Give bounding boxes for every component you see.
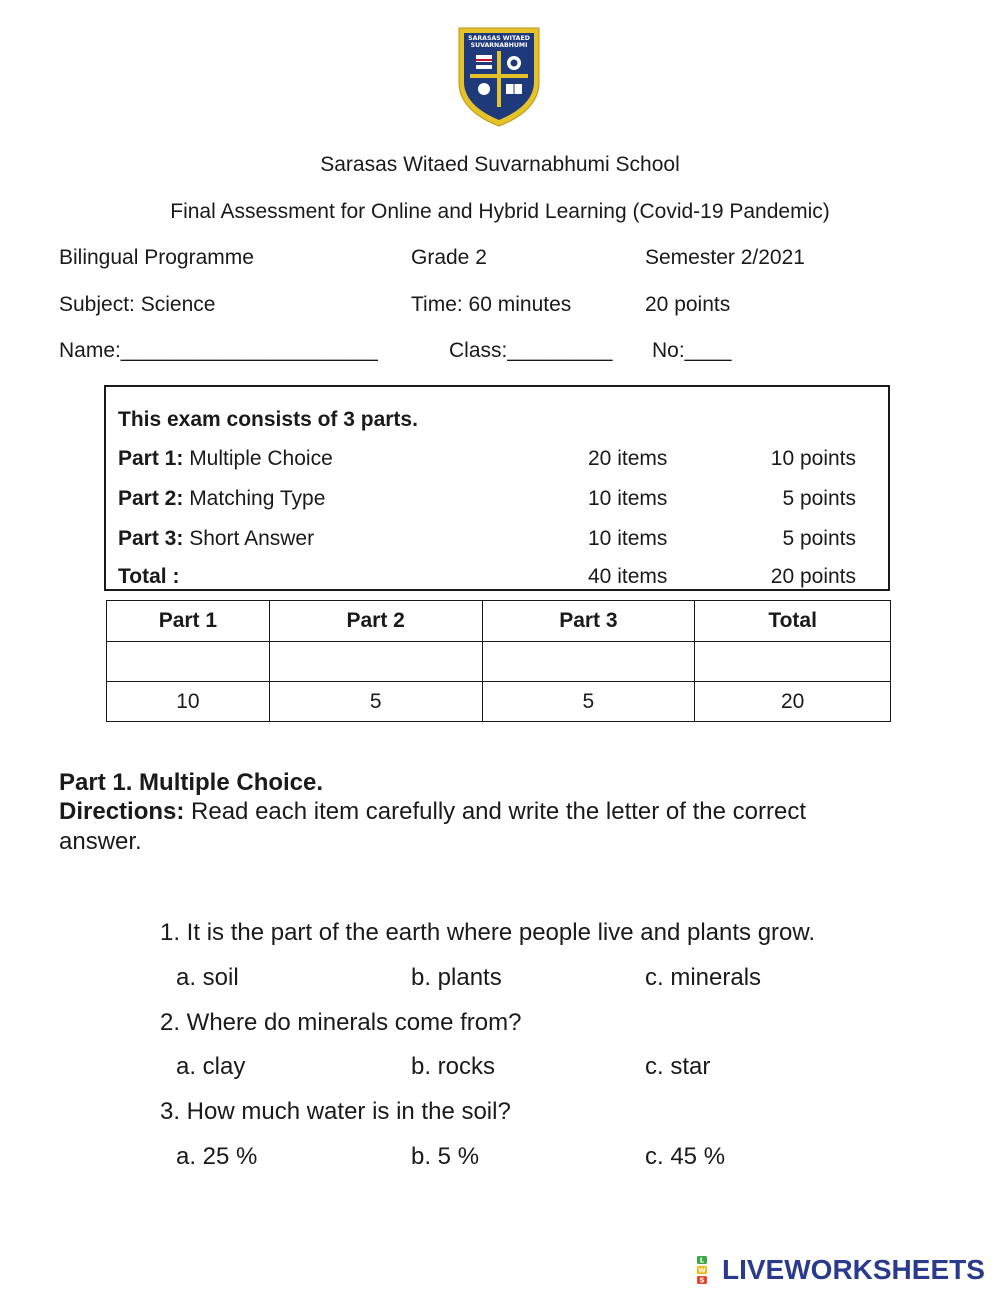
liveworksheets-logo-icon: [697, 1256, 719, 1284]
school-name: Sarasas Witaed Suvarnabhumi School: [320, 153, 680, 176]
exam-info-heading: This exam consists of 3 parts.: [118, 408, 418, 431]
programme-label: Bilingual Programme: [59, 246, 254, 269]
answer-option-a[interactable]: a. clay: [176, 1053, 246, 1080]
school-crest-logo: [456, 25, 542, 129]
number-field[interactable]: No:____: [652, 339, 732, 362]
header-cell: Part 3: [482, 601, 695, 642]
part-label: Part 2:: [118, 487, 184, 510]
question-text: 2. Where do minerals come from?: [160, 1009, 522, 1036]
svg-text:L: L: [699, 1256, 705, 1265]
score-cell[interactable]: [695, 642, 891, 682]
assessment-title: Final Assessment for Online and Hybrid Learning (Covid-19 Pandemic): [170, 200, 830, 223]
exam-info-total-row: [118, 565, 878, 591]
svg-text:SUVARNABHUMI: SUVARNABHUMI: [470, 42, 528, 49]
part-type: Multiple Choice: [183, 447, 333, 470]
directions-label: Directions:: [59, 798, 185, 825]
item-count: 20 items: [588, 447, 668, 470]
points-label: 20 points: [645, 293, 731, 316]
time-label: Time: 60 minutes: [411, 293, 572, 316]
max-score-cell: 5: [482, 682, 695, 722]
grade-label: Grade 2: [411, 246, 487, 269]
answer-option-b[interactable]: b. plants: [411, 964, 502, 991]
total-item-count: 40 items: [588, 565, 668, 588]
point-count: 5 points: [782, 527, 856, 550]
total-label: Total :: [118, 565, 180, 588]
answer-option-c[interactable]: c. 45 %: [645, 1143, 726, 1170]
liveworksheets-watermark: [697, 1254, 985, 1286]
max-score-row: [107, 682, 891, 722]
directions-text: Read each item carefully and write the letter of the correct: [184, 798, 806, 825]
subject-label: Subject: Science: [59, 293, 216, 316]
svg-text:SARASAS WITAED: SARASAS WITAED: [468, 35, 530, 42]
score-table-header-row: [107, 601, 891, 642]
point-count: 5 points: [782, 487, 856, 510]
item-count: 10 items: [588, 527, 668, 550]
exam-info-row: [118, 487, 878, 513]
answer-option-b[interactable]: b. rocks: [411, 1053, 496, 1080]
header-cell: Total: [695, 601, 891, 642]
header-cell: Part 2: [269, 601, 482, 642]
answer-option-b[interactable]: b. 5 %: [411, 1143, 480, 1170]
exam-info-row: [118, 447, 878, 473]
score-cell[interactable]: [269, 642, 482, 682]
max-score-cell: 20: [695, 682, 891, 722]
item-count: 10 items: [588, 487, 668, 510]
score-table: [106, 600, 891, 722]
question-text: 3. How much water is in the soil?: [160, 1098, 511, 1125]
part1-title: Part 1. Multiple Choice.: [59, 769, 324, 796]
part1-directions: [59, 798, 806, 826]
part-type: Short Answer: [183, 527, 315, 550]
part-label: Part 3:: [118, 527, 184, 550]
part-label: Part 1:: [118, 447, 184, 470]
liveworksheets-text[interactable]: LIVEWORKSHEETS: [722, 1254, 985, 1285]
header-cell: Part 1: [107, 601, 270, 642]
point-count: 10 points: [770, 447, 856, 470]
max-score-cell: 10: [107, 682, 270, 722]
svg-text:S: S: [699, 1276, 705, 1284]
part1-directions-cont: answer.: [59, 828, 142, 855]
answer-option-c[interactable]: c. star: [645, 1053, 711, 1080]
exam-info-row: [118, 527, 878, 553]
svg-text:W: W: [698, 1266, 706, 1275]
question-text: 1. It is the part of the earth where people live and plants grow.: [160, 919, 816, 946]
answer-option-a[interactable]: a. soil: [176, 964, 239, 991]
answer-option-a[interactable]: a. 25 %: [176, 1143, 258, 1170]
score-entry-row: [107, 642, 891, 682]
class-field[interactable]: Class:_________: [449, 339, 613, 362]
part-type: Matching Type: [183, 487, 326, 510]
semester-label: Semester 2/2021: [645, 246, 805, 269]
name-field[interactable]: Name:______________________: [59, 339, 378, 362]
score-cell[interactable]: [107, 642, 270, 682]
total-point-count: 20 points: [770, 565, 856, 588]
score-cell[interactable]: [482, 642, 695, 682]
max-score-cell: 5: [269, 682, 482, 722]
answer-option-c[interactable]: c. minerals: [645, 964, 762, 991]
exam-info-box: [104, 385, 890, 591]
